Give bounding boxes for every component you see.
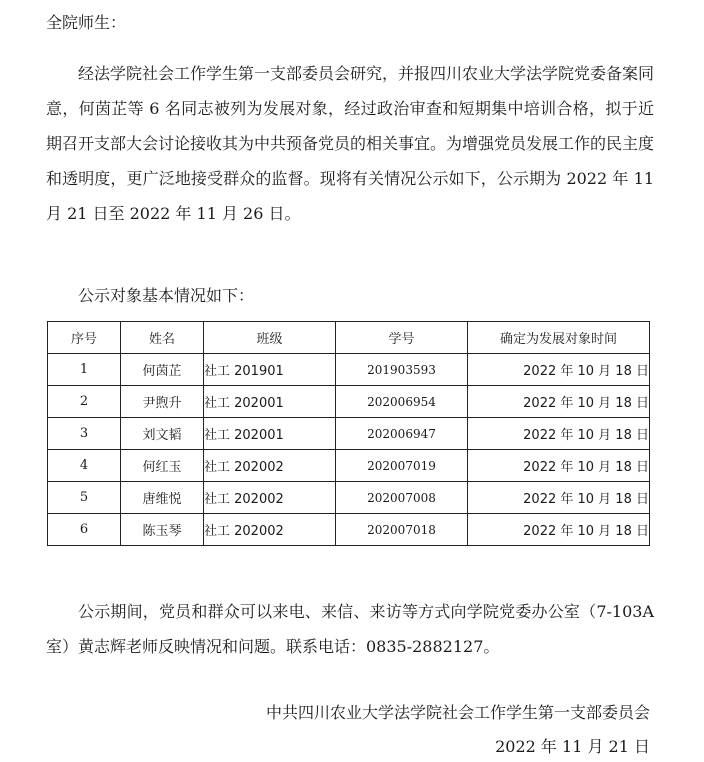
notice-paragraph-main: 经法学院社会工作学生第一支部委员会研究，并报四川农业大学法学院党委备案同意，何茵芷等 6 名同志被列为发展对象，经过政治审查和短期集中培训合格，拟于近期召开支部大会讨论接收其为中共预备党员的相关事宜。为增强党员发展工作的民主度和透明度，更广泛地接受群众的监督。现将有关情况公示如下，公示期为 2022 年 11 月 21 日至 2022 年 11 月 26 日。 bbox=[46, 64, 655, 223]
table-row bbox=[48, 482, 650, 514]
table-title: 公示对象基本情况如下： bbox=[78, 286, 255, 305]
cell-class: 社工 202001 bbox=[204, 418, 336, 450]
cell-serial: 2 bbox=[48, 386, 121, 418]
cell-serial: 1 bbox=[48, 354, 121, 386]
cell-serial: 3 bbox=[48, 418, 121, 450]
cell-class: 社工 202002 bbox=[204, 450, 336, 482]
cell-date: 2022 年 10 月 18 日 bbox=[468, 482, 650, 514]
cell-name: 刘文韬 bbox=[121, 418, 204, 450]
cell-student-id: 202006954 bbox=[336, 386, 468, 418]
table-row bbox=[48, 514, 650, 546]
cell-serial: 5 bbox=[48, 482, 121, 514]
greeting: 全院师生： bbox=[46, 13, 127, 32]
cell-class: 社工 201901 bbox=[204, 354, 336, 386]
signature-date: 2022 年 11 月 21 日 bbox=[495, 737, 650, 756]
cell-student-id: 202007018 bbox=[336, 514, 468, 546]
table-row bbox=[48, 418, 650, 450]
cell-student-id: 202006947 bbox=[336, 418, 468, 450]
cell-date: 2022 年 10 月 18 日 bbox=[468, 354, 650, 386]
cell-date: 2022 年 10 月 18 日 bbox=[468, 514, 650, 546]
cell-date: 2022 年 10 月 18 日 bbox=[468, 386, 650, 418]
cell-class: 社工 202002 bbox=[204, 514, 336, 546]
cell-student-id: 201903593 bbox=[336, 354, 468, 386]
cell-date: 2022 年 10 月 18 日 bbox=[468, 418, 650, 450]
header-student-id: 学号 bbox=[336, 322, 468, 354]
cell-serial: 6 bbox=[48, 514, 121, 546]
cell-name: 唐维悦 bbox=[121, 482, 204, 514]
header-name: 姓名 bbox=[121, 322, 204, 354]
cell-student-id: 202007019 bbox=[336, 450, 468, 482]
signature-organization: 中共四川农业大学法学院社会工作学生第一支部委员会 bbox=[265, 703, 650, 722]
cell-name: 何茵芷 bbox=[121, 354, 204, 386]
cell-class: 社工 202002 bbox=[204, 482, 336, 514]
table-row bbox=[48, 386, 650, 418]
candidate-table bbox=[47, 321, 650, 546]
cell-name: 尹煦升 bbox=[121, 386, 204, 418]
notice-paragraph-contact: 公示期间，党员和群众可以来电、来信、来访等方式向学院党委办公室（7-103A 室）黄志辉老师反映情况和问题。联系电话：0835-2882127。 bbox=[46, 602, 654, 656]
cell-class: 社工 202001 bbox=[204, 386, 336, 418]
cell-name: 何红玉 bbox=[121, 450, 204, 482]
table-row bbox=[48, 450, 650, 482]
cell-serial: 4 bbox=[48, 450, 121, 482]
cell-student-id: 202007008 bbox=[336, 482, 468, 514]
cell-name: 陈玉琴 bbox=[121, 514, 204, 546]
table-row bbox=[48, 354, 650, 386]
table-header-row bbox=[48, 322, 650, 354]
cell-date: 2022 年 10 月 18 日 bbox=[468, 450, 650, 482]
header-class: 班级 bbox=[204, 322, 336, 354]
header-serial: 序号 bbox=[48, 322, 121, 354]
header-date: 确定为发展对象时间 bbox=[468, 322, 650, 354]
